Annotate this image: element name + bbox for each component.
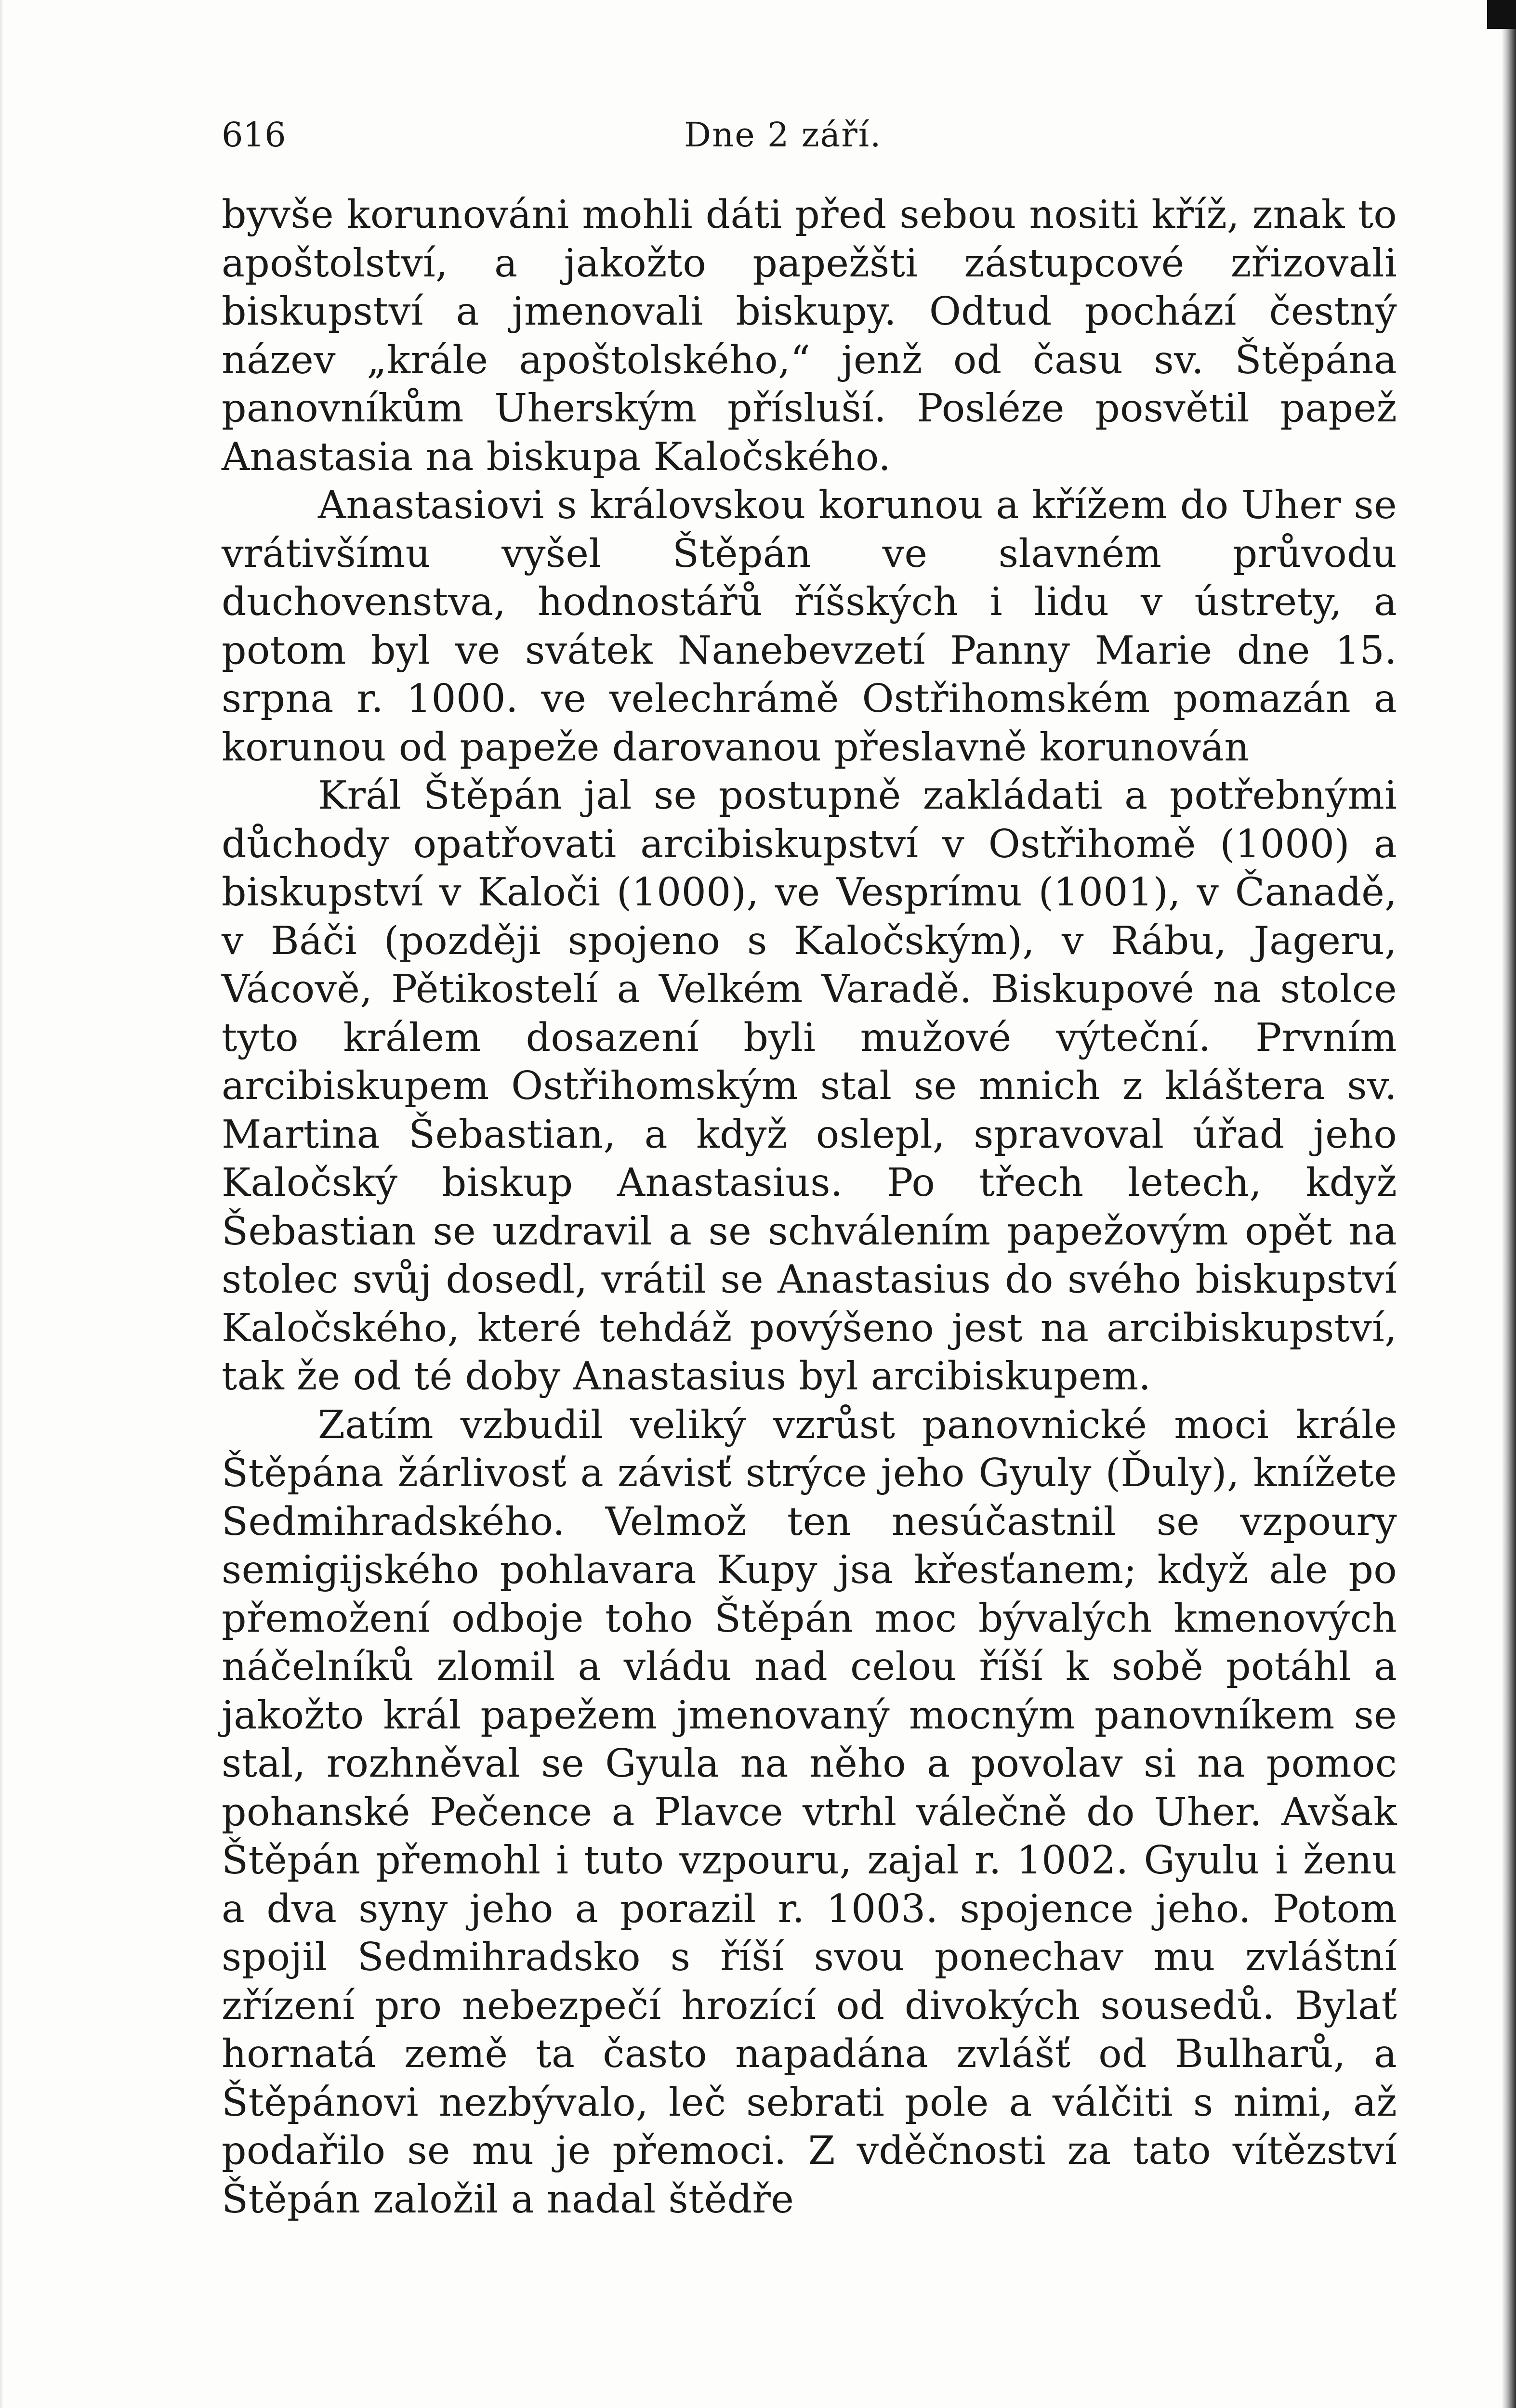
paragraph: Anastasiovi s královskou korunou a křížem do Uher se vrátivšímu vyšel Štěpán ve slavném průvodu duchovenstva, hodnostářů říšských i lidu v ústrety, a potom byl ve svátek Nanebevzetí Panny Marie dne 15. srpna r. 1000. ve velechrámě Ostřihomském pomazán a korunou od papeže darovanou přeslavně korunován bbox=[222, 482, 1397, 770]
scan-edge-right bbox=[1502, 0, 1516, 2408]
scan-corner bbox=[1487, 0, 1516, 29]
scan-edge-left bbox=[0, 0, 4, 2408]
paragraph: byvše korunováni mohli dáti před sebou nositi kříž, znak to apoštolství, a jakožto papežšti zástupcové zřizovali biskupství a jmenovali biskupy. Odtud pochází čestný název „krále apoštolského,“ jenž od času sv. Štěpána panovníkům Uherským přísluší. Posléze posvětil papež Anastasia na biskupa Kaločského. bbox=[222, 192, 1397, 479]
running-head: Dne 2 září. bbox=[684, 115, 882, 155]
paragraph: Zatím vzbudil veliký vzrůst panovnické moci krále Štěpána žárlivosť a závisť strýce jeho Gyuly (Ďuly), knížete Sedmihradského. Velmož ten nesúčastnil se vzpoury semigijského pohlavara Kupy jsa křesťanem; když ale po přemožení odboje toho Štěpán moc bývalých kmenových náčelníků zlomil a vládu nad celou říší k sobě potáhl a jakožto král papežem jmenovaný mocným panovníkem se stal, rozhněval se Gyula na něho a povolav si na pomoc pohanské Pečence a Plavce vtrhl válečně do Uher. Avšak Štěpán přemohl i tuto vzpouru, zajal r. 1002. Gyulu i ženu a dva syny jeho a porazil r. 1003. spojence jeho. Potom spojil Sedmihradsko s říší svou ponechav mu zvláštní zřízení pro nebezpečí hrozící od divokých sousedů. Bylať hornatá země ta často napadána zvlášť od Bulharů, a Štěpánovi nezbývalo, leč sebrati pole a válčiti s nimi, až podařilo se mu je přemoci. Z vděčnosti za tato vítězství Štěpán založil a nadal štědře bbox=[222, 1401, 1397, 2222]
page-number: 616 bbox=[222, 115, 286, 155]
page-header bbox=[222, 108, 1397, 161]
paragraph: Král Štěpán jal se postupně zakládati a potřebnými důchody opatřovati arcibiskupství v Ostřihomě (1000) a biskupství v Kaloči (1000), ve Vesprímu (1001), v Čanadě, v Báči (později spojeno s Kaločským), v Rábu, Jageru, Vácově, Pětikostelí a Velkém Varadě. Biskupové na stolce tyto králem dosazení byli mužové výteční. Prvním arcibiskupem Ostřihomským stal se mnich z kláštera sv. Martina Šebastian, a když oslepl, spravoval úřad jeho Kaločský biskup Anastasius. Po třech letech, když Šebastian se uzdravil a se schválením papežovým opět na stolec svůj dosedl, vrátil se Anastasius do svého biskupství Kaločského, které tehdáž povýšeno jest na arcibiskupství, tak že od té doby Anastasius byl arcibiskupem. bbox=[222, 772, 1397, 1399]
body-text bbox=[222, 190, 1397, 2408]
